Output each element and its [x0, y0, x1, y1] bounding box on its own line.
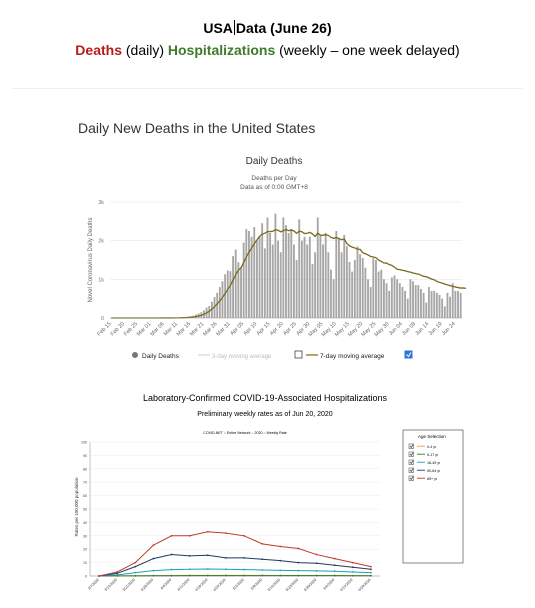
- daily-death-bar: [452, 283, 454, 318]
- chart2-y-tick-label: 60: [83, 494, 87, 499]
- daily-death-bar: [240, 268, 242, 318]
- x-tick-label: Apr 05: [229, 321, 246, 337]
- series-point: [225, 557, 227, 559]
- series-point: [243, 575, 245, 577]
- daily-death-bar: [388, 291, 390, 318]
- chart2-x-tick-label: 6/6/2020: [322, 577, 336, 591]
- chart2-x-tick-label: 5/9/2020: [250, 577, 263, 591]
- x-tick-label: Jun 09: [401, 321, 418, 338]
- daily-death-bar: [325, 233, 327, 318]
- daily-death-bar: [378, 272, 380, 318]
- series-point: [370, 566, 372, 568]
- daily-death-bar: [351, 272, 353, 318]
- series-point: [279, 575, 281, 577]
- daily-death-bar: [439, 295, 441, 318]
- chart2-x-tick-label: 3/7/2020: [87, 577, 100, 591]
- daily-death-bar: [269, 233, 271, 318]
- daily-death-bar: [272, 245, 274, 318]
- series-point: [316, 575, 318, 577]
- series-point: [116, 574, 118, 576]
- x-tick-label: Feb 15: [96, 321, 113, 338]
- chart2-y-tick-label: 90: [83, 453, 87, 458]
- chart2-x-tick-label: 4/25/2020: [212, 577, 227, 593]
- daily-death-bar: [460, 293, 462, 318]
- series-point: [334, 564, 336, 566]
- daily-death-bar: [386, 283, 388, 318]
- chart2-source: COVID-NET :: Entire Network :: 2020 :: Weekly Rate: [203, 431, 287, 435]
- chart2-y-tick-label: 30: [83, 534, 87, 539]
- legend-label: 50-64 yr: [427, 468, 441, 473]
- x-tick-label: Apr 15: [255, 321, 272, 337]
- daily-death-bar: [327, 252, 329, 318]
- daily-death-bar: [428, 287, 430, 318]
- daily-death-bar: [375, 260, 377, 318]
- chart2-x-tick-label: 4/18/2020: [194, 577, 209, 593]
- series-point: [207, 568, 209, 570]
- series-point: [171, 575, 173, 577]
- x-tick-label: Mar 21: [189, 321, 206, 338]
- series-point: [207, 531, 209, 533]
- chart2-x-tick-label: 3/14/2020: [103, 577, 118, 593]
- daily-death-bar: [449, 297, 451, 318]
- x-tick-label: Jun 24: [440, 321, 457, 338]
- chart2-x-tick-label: 6/20/2020: [357, 577, 372, 593]
- chart2-y-tick-label: 0: [85, 574, 87, 579]
- x-tick-label: Mar 06: [149, 321, 166, 338]
- daily-death-bar: [420, 289, 422, 318]
- daily-death-bar: [394, 275, 396, 318]
- series-point: [225, 575, 227, 577]
- daily-death-bar: [383, 279, 385, 318]
- series-point: [116, 571, 118, 573]
- series-point: [153, 570, 155, 572]
- daily-death-bar: [399, 283, 401, 318]
- daily-death-bar: [349, 262, 351, 318]
- daily-death-bar: [235, 250, 237, 318]
- chart2-title: Laboratory-Confirmed COVID-19-Associated Hospitalizations: [142, 393, 388, 403]
- series-point: [261, 558, 263, 560]
- chart2-x-tick-label: 6/13/2020: [339, 577, 354, 593]
- daily-death-bar: [290, 229, 292, 318]
- daily-death-bar: [404, 291, 406, 318]
- series-point: [298, 548, 300, 550]
- title-country: USA: [203, 20, 233, 36]
- series-point: [261, 543, 263, 545]
- chart2-x-tick-label: 4/11/2020: [176, 577, 191, 592]
- daily-death-bar: [433, 291, 435, 318]
- series-point: [134, 575, 136, 577]
- legend-label: 18-49 yr: [427, 460, 441, 465]
- legend-label: 0-4 yr: [427, 444, 437, 449]
- checkbox-3day[interactable]: [295, 351, 302, 358]
- series-point: [189, 555, 191, 557]
- daily-death-bar: [447, 293, 449, 318]
- daily-death-bar: [288, 233, 290, 318]
- chart2-x-tick-label: 3/28/2020: [139, 577, 155, 593]
- subtitle-daily: (daily): [121, 42, 168, 58]
- chart2-y-tick-label: 100: [81, 440, 87, 445]
- series-point: [334, 558, 336, 560]
- series-point: [352, 566, 354, 568]
- chart2-x-tick-label: 5/16/2020: [266, 577, 282, 593]
- series-point: [134, 562, 136, 564]
- daily-death-bar: [343, 235, 345, 318]
- daily-death-bar: [301, 241, 303, 318]
- series-point: [279, 569, 281, 571]
- daily-death-bar: [346, 246, 348, 318]
- series-point: [153, 575, 155, 577]
- x-tick-label: Jun 14: [414, 321, 431, 338]
- hospitalization-chart: [60, 385, 480, 605]
- daily-death-bar: [285, 225, 287, 318]
- daily-death-bar: [431, 291, 433, 318]
- x-tick-label: Mar 31: [215, 321, 232, 338]
- chart-legend: [132, 351, 412, 360]
- series-point: [243, 569, 245, 571]
- x-tick-label: Feb 25: [122, 321, 140, 338]
- daily-death-bar: [282, 217, 284, 318]
- series-point: [207, 575, 209, 577]
- daily-death-bar: [309, 237, 311, 318]
- series-point: [370, 568, 372, 570]
- x-tick-label: Apr 25: [282, 321, 299, 337]
- series-point: [225, 532, 227, 534]
- daily-death-bar: [277, 241, 279, 318]
- daily-death-bar: [330, 270, 332, 318]
- daily-death-bar: [306, 245, 308, 318]
- x-tick-label: Mar 26: [202, 321, 219, 338]
- daily-death-bar: [314, 252, 316, 318]
- legend-marker-bars: [132, 352, 138, 358]
- x-tick-label: Apr 10: [242, 321, 259, 337]
- daily-death-bar: [232, 256, 234, 318]
- chart2-y-tick-label: 50: [83, 507, 87, 512]
- y-axis-label: Novel Coronavirus Daily Deaths: [88, 217, 94, 303]
- y-tick-label: 0: [100, 316, 104, 322]
- x-tick-label: Mar 01: [136, 321, 153, 338]
- daily-death-bar: [425, 303, 427, 318]
- daily-death-bar: [391, 277, 393, 318]
- chart2-y-tick-label: 80: [83, 467, 87, 472]
- bar-series: [155, 214, 461, 318]
- daily-death-bar: [253, 227, 255, 318]
- legend-label-bars[interactable]: Daily Deaths: [142, 353, 179, 360]
- series-point: [279, 546, 281, 548]
- deaths-heading: Daily New Deaths in the United States: [78, 120, 316, 136]
- series-point: [334, 570, 336, 572]
- divider: [12, 88, 523, 89]
- series-point: [171, 535, 173, 537]
- chart2-subtitle: Preliminary weekly rates as of Jun 20, 2020: [197, 411, 333, 418]
- x-tick-label: May 30: [373, 321, 391, 339]
- daily-death-bar: [402, 287, 404, 318]
- daily-death-bar: [417, 285, 419, 318]
- daily-death-bar: [412, 281, 414, 318]
- chart2-y-tick-label: 40: [83, 520, 87, 525]
- daily-death-bar: [338, 239, 340, 318]
- daily-death-bar: [454, 291, 456, 318]
- series-point: [316, 570, 318, 572]
- daily-death-bar: [357, 246, 359, 318]
- legend-label: 5-17 yr: [427, 452, 439, 457]
- x-tick-label: May 25: [360, 321, 378, 339]
- series-point: [189, 575, 191, 577]
- daily-death-bar: [367, 279, 369, 318]
- daily-death-bar: [259, 237, 261, 318]
- subtitle-hosp: Hospitalizations: [167, 42, 276, 58]
- series-point: [171, 554, 173, 556]
- text-cursor: [234, 20, 235, 35]
- daily-death-bar: [304, 237, 306, 318]
- chart2-y-tick-label: 70: [83, 480, 87, 485]
- series-point: [279, 560, 281, 562]
- x-tick-label: Apr 20: [269, 321, 285, 337]
- series-point: [352, 575, 354, 577]
- series-point: [134, 566, 136, 568]
- legend-title: Age Selection: [418, 434, 446, 439]
- x-tick-label: May 10: [320, 321, 338, 339]
- chart2-legend: [403, 430, 463, 563]
- x-tick-label: May 05: [307, 321, 325, 339]
- series-point: [261, 569, 263, 571]
- series-point: [134, 572, 136, 574]
- series-point: [352, 571, 354, 573]
- chart2-x-tick-label: 3/21/2020: [121, 577, 137, 593]
- daily-death-bar: [333, 279, 335, 318]
- x-tick-label: Apr 30: [295, 321, 312, 337]
- chart2-x-tick-label: 5/23/2020: [284, 577, 300, 593]
- daily-death-bar: [227, 270, 229, 318]
- legend-label-7day[interactable]: 7-day moving average: [320, 353, 385, 360]
- daily-death-bar: [322, 245, 324, 318]
- x-tick-label: Jun 04: [387, 321, 404, 338]
- daily-death-bar: [229, 271, 231, 318]
- x-tick-label: Feb 20: [109, 321, 127, 338]
- daily-death-bar: [380, 270, 382, 318]
- y-tick-label: 2k: [98, 238, 104, 245]
- daily-death-bar: [298, 219, 300, 318]
- chart2-x-ticks: [87, 578, 372, 592]
- x-tick-label: Mar 11: [162, 321, 179, 338]
- series-point: [189, 535, 191, 537]
- daily-death-bar: [362, 258, 364, 318]
- daily-death-bar: [396, 279, 398, 318]
- daily-death-bar: [243, 243, 245, 318]
- chart2-y-tick-label: 10: [83, 561, 87, 566]
- daily-death-bar: [341, 252, 343, 318]
- chart-subtitle-2: Data as of 0:00 GMT+8: [240, 184, 308, 191]
- daily-death-bar: [264, 248, 266, 318]
- daily-death-bar: [444, 306, 446, 318]
- daily-death-bar: [312, 264, 314, 318]
- daily-death-bar: [409, 279, 411, 318]
- daily-death-bar: [319, 235, 321, 318]
- daily-death-bar: [354, 260, 356, 318]
- y-tick-label: 3k: [98, 200, 104, 206]
- chart-title: Daily Deaths: [245, 156, 303, 167]
- legend-label: 65+ yr: [427, 476, 438, 481]
- daily-death-bar: [224, 274, 226, 318]
- x-tick-label: May 20: [347, 321, 365, 339]
- chart2-series: [98, 531, 372, 577]
- daily-death-bar: [423, 293, 425, 318]
- legend-label-3day[interactable]: 3-day moving average: [212, 354, 272, 360]
- daily-death-bar: [407, 299, 409, 318]
- series-point: [98, 575, 100, 577]
- title-date: Data (June 26): [235, 20, 332, 36]
- chart2-y-label: Rates per 100,000 population: [74, 477, 79, 537]
- daily-death-bar: [245, 229, 247, 318]
- daily-death-bar: [441, 299, 443, 318]
- series-point: [171, 569, 173, 571]
- series-point: [153, 558, 155, 560]
- series-point: [352, 562, 354, 564]
- series-point: [370, 572, 372, 574]
- series-point: [316, 554, 318, 556]
- x-tick-label: Jun 19: [427, 321, 444, 338]
- page-subtitle: [0, 42, 535, 58]
- series-point: [207, 554, 209, 556]
- x-tick-label: May 15: [333, 321, 351, 339]
- daily-death-bar: [359, 254, 361, 318]
- chart-subtitle: Deaths per Day: [251, 175, 297, 182]
- chart2-x-tick-label: 5/30/2020: [303, 577, 318, 593]
- chart2-x-tick-label: 4/4/2020: [159, 577, 173, 591]
- daily-death-bar: [372, 258, 374, 318]
- chart2-y-tick-label: 20: [83, 547, 87, 552]
- daily-death-bar: [222, 281, 224, 318]
- series-point: [153, 544, 155, 546]
- daily-death-bar: [293, 245, 295, 318]
- series-point: [316, 562, 318, 564]
- daily-death-bar: [256, 241, 258, 318]
- daily-death-bar: [436, 293, 438, 318]
- daily-death-bar: [415, 285, 417, 318]
- daily-death-bar: [280, 252, 282, 318]
- chart2-x-tick-label: 5/2/2020: [232, 577, 245, 591]
- page-title: [0, 20, 535, 36]
- daily-death-bar: [370, 287, 372, 318]
- series-point: [261, 575, 263, 577]
- series-point: [298, 570, 300, 572]
- daily-death-bar: [248, 231, 250, 318]
- daily-death-bar: [457, 291, 459, 318]
- series-point: [243, 535, 245, 537]
- series-point: [298, 575, 300, 577]
- series-point: [243, 557, 245, 559]
- y-tick-label: 1k: [98, 277, 104, 284]
- x-ticks: [96, 318, 462, 338]
- series-point: [298, 562, 300, 564]
- series-point: [189, 568, 191, 570]
- daily-deaths-chart: [80, 150, 480, 370]
- daily-death-bar: [261, 223, 263, 318]
- daily-death-bar: [296, 260, 298, 318]
- series-point: [334, 575, 336, 577]
- legend-box: [403, 430, 463, 563]
- subtitle-rest: (weekly – one week delayed): [275, 42, 460, 58]
- daily-death-bar: [335, 231, 337, 318]
- series-point: [225, 568, 227, 570]
- daily-death-bar: [364, 268, 366, 318]
- x-tick-label: Mar 16: [175, 321, 193, 338]
- series-point: [370, 575, 372, 577]
- subtitle-deaths: Deaths: [75, 42, 122, 58]
